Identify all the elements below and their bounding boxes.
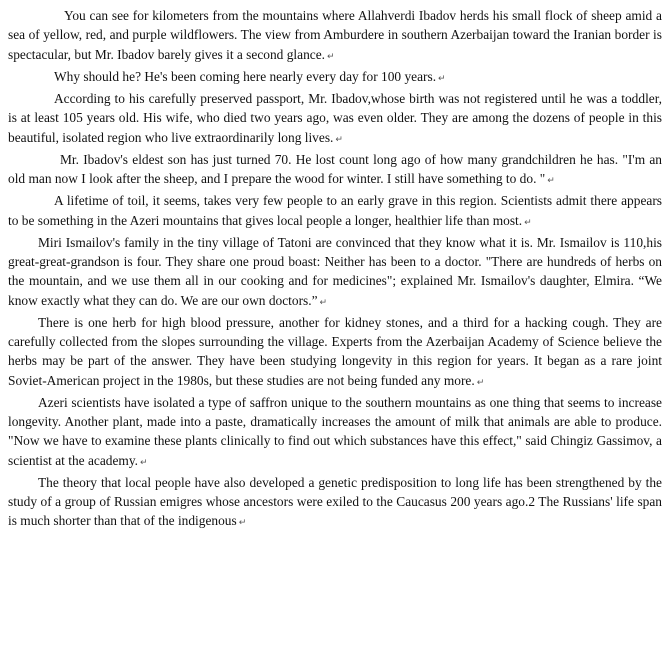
paragraph-1 [8,6,662,67]
paragraph-9 [8,473,662,534]
paragraph-4 [8,150,662,192]
paragraph-8 [8,393,662,473]
paragraph-mark-icon: ↵ [335,134,343,145]
paragraph-4-text: Mr. Ibadov's eldest son has just turned 70. He lost count long ago of how many grandchildren he has. "I'm an old man now I look after the sheep, and I prepare the wood for winter. I still have something to do. " [8,151,662,186]
paragraph-8-text: Azeri scientists have isolated a type of saffron unique to the southern mountains as one thing that seems to increase longevity. Another plant, made into a paste, dramatically increases the amount of milk that animals are able to produce. "Now we have to examine these plants clinically to find out which substances have this effect," said Chingiz Gassimov, a scientist at the academy. [8,394,662,468]
paragraph-3-text: According to his carefully preserved passport, Mr. Ibadov,whose birth was not registered until he was a toddler, is at least 105 years old. His wife, who died two years ago, was even older. They are among the dozens of people in this beautiful, isolated region who live extraordinarily long lives. [8,91,662,145]
paragraph-5 [8,191,662,233]
paragraph-5-text: A lifetime of toil, it seems, takes very few people to an early grave in this region. Scientists admit there appears to be something in the Azeri mountains that gives local people a longer, healthier life than most. [8,193,662,228]
paragraph-mark-icon: ↵ [547,176,555,186]
paragraph-mark-icon: ↵ [238,518,247,529]
paragraph-mark-icon: ↵ [524,217,532,228]
paragraph-mark-icon: ↵ [438,73,446,84]
paragraph-7-text: There is one herb for high blood pressure, another for kidney stones, and a third for a hacking cough. They are carefully collected from the slopes surrounding the village. Experts from the Azerbaijan Academy of Science believe the herbs may be part of the answer. They have been studying longevity in this region for years. It began as a rare joint Soviet-American project in the 1980s, but these studies are not being funded any more. [8,314,662,388]
paragraph-2 [8,67,662,89]
paragraph-7 [8,313,662,393]
paragraph-6 [8,233,662,313]
paragraph-9-text: The theory that local people have also developed a genetic predisposition to long life has been strengthened by the study of a group of Russian emigres whose ancestors were exiled to the Caucasus 200 years ago.2 The Russians' life span is much shorter than that of the indigenous [8,474,662,529]
paragraph-mark-icon: ↵ [319,297,328,308]
paragraph-mark-icon: ↵ [327,51,335,62]
paragraph-2-text: Why should he? He's been coming here nearly every day for 100 years. [54,68,437,84]
paragraph-3 [8,89,662,150]
paragraph-1-text: You can see for kilometers from the mountains where Allahverdi Ibadov herds his small flock of sheep amid a sea of yellow, red, and purple wildflowers. The view from Amburdere in southern Azerbaijan toward the Iranian border is spectacular, but Mr. Ibadov barely gives it a second glance. [8,8,662,62]
paragraph-6-text: Miri Ismailov's family in the tiny village of Tatoni are convinced that they know what it is. Mr. Ismailov is 110,his great-great-grandson is four. They share one proud boast: Neither has been to a doctor. "There are hundreds of herbs on the mountain, and we use them all in our cooking and for medicines"; explained Mr. Ismailov's daughter, Elmira. “We know exactly what they can do. We are our own doctors.” [8,234,662,308]
paragraph-mark-icon: ↵ [476,377,485,388]
paragraph-mark-icon: ↵ [140,457,148,468]
